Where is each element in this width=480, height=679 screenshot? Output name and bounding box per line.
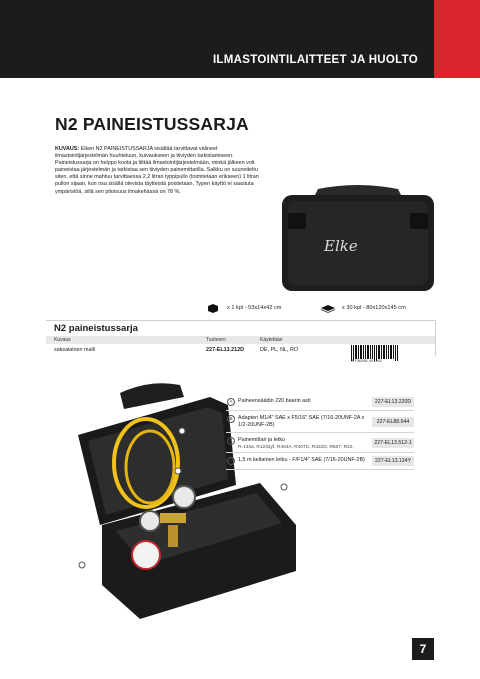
list-item: [226, 453, 414, 470]
part-description: [238, 437, 372, 451]
list-item: [226, 433, 414, 453]
list-item: [226, 394, 414, 411]
part-refrigerants: R-134a, R1234yf, R404A, R407C, R422D, R507, R22,: [238, 444, 354, 450]
box-icon: [205, 303, 221, 313]
table-header-tuotenro: Tuotenro: [206, 337, 226, 343]
page-number: 7: [412, 638, 434, 660]
table-header-kuvaus: Kuvaus: [54, 337, 71, 343]
part-marker: D: [227, 457, 235, 465]
case-brand-logo: Elke: [324, 237, 358, 255]
pallet-icon: [320, 303, 336, 313]
part-code: 227-EL88.644: [372, 417, 414, 427]
description-text: Elken N2 PAINEISTUSSARJA sisältää tarvittavat välineet ilmastointijärjestelmän huuhteluun, kuivaukseen ja tiiviyden tarkistamiseen. Paineistussarja on helppo koota ja liittää ilmastointijärjestelmään, minkä jälkeen voit paineistaa järjestelmän ja tarkistaa sen tiiviyden painemittarilla. Salkku on suunniteltu siten, että sinne mahtuu tarvittaessa 2,2 litran typpipullo (toimitetaan erikseen) 1 litran pullon sijaan, kun osa sisällä olevista täytteistä poistetaan. Typen käyttö ei saastuta ympäristöä, sillä sen pitoisuus ilmakehässä on 78 %.: [55, 146, 259, 195]
packaging-pallet-text: x 30 kpl - 80x120x145 cm: [342, 305, 406, 311]
part-marker: B: [227, 415, 235, 423]
part-code: 227-EL13.220D: [372, 397, 414, 407]
description-label: KUVAUS:: [55, 146, 80, 152]
product-title: N2 PAINEISTUSSARJA: [55, 114, 249, 134]
part-code: 227-EL13.512-1: [372, 438, 414, 448]
part-marker: A: [227, 398, 235, 406]
parts-list: [226, 394, 414, 470]
list-item: [226, 411, 414, 433]
product-description: [55, 146, 270, 196]
header-bar: [0, 0, 480, 78]
part-description: Adapteri M1/4" SAE x F5/16" SAE (7/16-20UNF-2A x 1/2-20UNF-2B): [238, 415, 365, 428]
part-marker: C: [227, 437, 235, 445]
part-title: Painemittari ja letku: [238, 437, 286, 443]
row-kuvaus: saksalainen malli: [54, 347, 96, 353]
part-description: 1,5 m keltainen letku - F/F1/4" SAE (7/16-20UNF-2B): [238, 457, 365, 463]
barcode-number: 5 706396 401392: [351, 359, 383, 363]
packaging-single: [205, 303, 281, 313]
part-description: Paineensäädin 220 baarin asti: [238, 398, 311, 404]
header-title: ILMASTOINTILAITTEET JA HUOLTO: [212, 54, 418, 66]
row-tuotenro: 227-EL13.212D: [206, 347, 245, 353]
packaging-pallet: [320, 303, 406, 313]
part-code: 227-EL13.124Y: [372, 456, 414, 466]
header-accent: [434, 0, 480, 78]
table-header-kaytetaan: Käytetään: [260, 337, 283, 343]
packaging-single-text: x 1 kpl - 53x14x42 cm: [227, 305, 282, 311]
closed-case-image: [278, 183, 438, 295]
row-kaytetaan: DE, PL, NL, RO: [260, 347, 299, 353]
table-section-title: N2 paineistussarja: [54, 323, 138, 334]
